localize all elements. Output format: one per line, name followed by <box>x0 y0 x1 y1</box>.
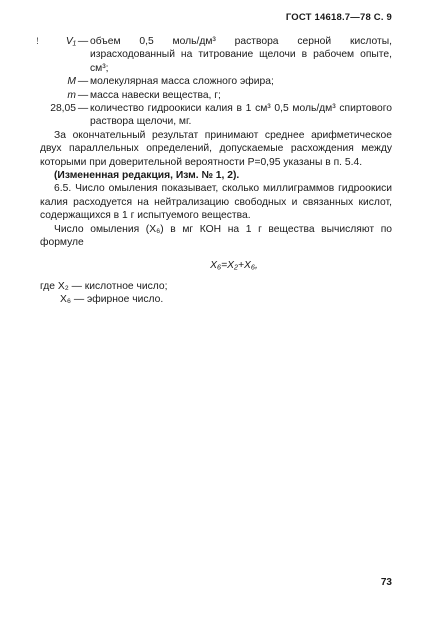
definition-text: объем 0,5 моль/дм³ раствора серной кислоты, израсходованный на титрование щелочи в рабочем опыте, см³; <box>90 36 392 74</box>
definition-symbol: M <box>67 76 76 88</box>
paragraph-formula-intro: Число омыления (X₆) в мг КОН на 1 г вещества вычисляют по формуле <box>40 223 392 249</box>
definition-symbol: V₁ <box>65 36 76 47</box>
definition-row <box>40 89 392 102</box>
formula: X₆=X₂+X₆, <box>210 259 258 271</box>
paragraph-6-5: 6.5. Число омыления показывает, сколько миллиграммов гидроокиси калия расходуется на нейтрализацию свободных и связанных кислот, содержащихся в 1 г испытуемого вещества. <box>40 183 392 222</box>
definition-dash: — <box>77 36 89 47</box>
margin-mark: ! <box>36 36 39 46</box>
definition-text: количество гидроокиси калия в 1 см³ 0,5 моль/дм³ спиртового раствора щелочи, мг. <box>90 103 392 128</box>
where-clause: где X₂ — кислотное число; <box>40 280 168 292</box>
page-header: ГОСТ 14618.7—78 С. 9 <box>285 12 392 23</box>
definition-dash: — <box>77 103 89 115</box>
definition-dash: — <box>77 76 89 88</box>
amendment-note: (Измененная редакция, Изм. № 1, 2). <box>54 170 240 182</box>
definition-text: масса навески вещества, г; <box>90 89 221 101</box>
definition-text: молекулярная масса сложного эфира; <box>90 76 274 88</box>
definition-row <box>40 75 392 88</box>
definition-symbol: m <box>67 89 76 101</box>
definition-row <box>40 102 392 129</box>
where-clause-2: X₆ — эфирное число. <box>60 294 164 306</box>
definition-row <box>40 35 392 75</box>
page-number: 73 <box>380 577 392 588</box>
document-body <box>40 35 392 307</box>
definition-dash: — <box>77 89 89 101</box>
paragraph-result: За окончательный результат принимают среднее арифметическое двух параллельных определений, допускаемые расхождения между которыми при доверительной вероятности P=0,95 указаны в п. 5.4. <box>40 129 392 168</box>
definition-symbol: 28,05 <box>50 103 76 115</box>
